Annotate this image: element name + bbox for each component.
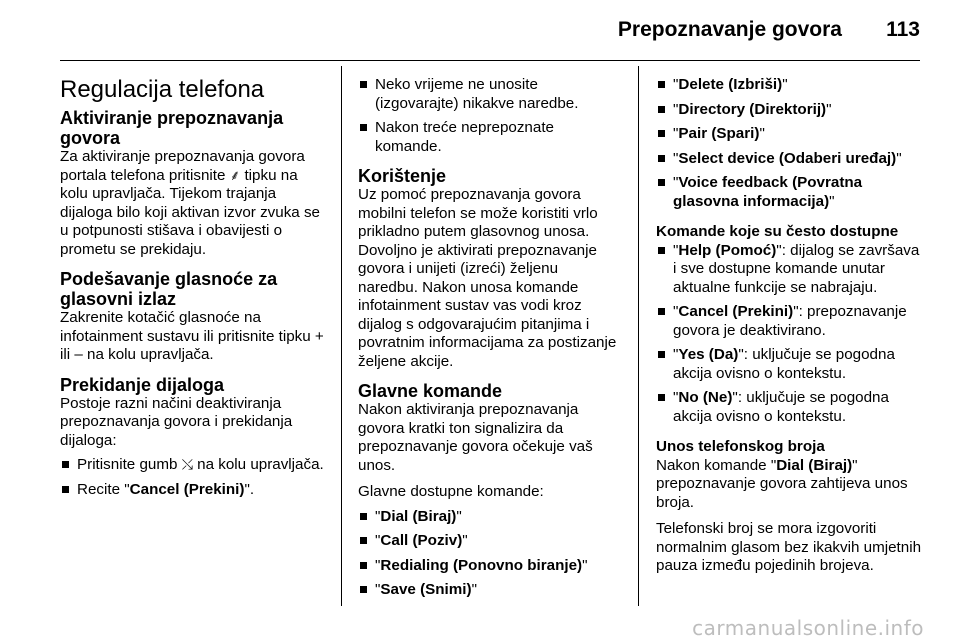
section-title: Regulacija telefona [60, 76, 265, 103]
list-item: "Yes (Da)": uključuje se pogodna akcija ovisno o kontekstu. [656, 346, 926, 383]
list-item: "Voice feedback (Povratna glasovna informacija)" [656, 174, 926, 211]
column-3 [656, 76, 926, 576]
heading-main-commands: Glavne komande [358, 381, 503, 401]
column-divider-2 [638, 66, 639, 606]
list-item: "Save (Snimi)" [358, 581, 620, 600]
paragraph-interrupt: Postoje razni načini deaktiviranja prepoznavanja govora i prekidanja dijaloga: [60, 394, 293, 449]
list-item: Pritisnite gumb ⤯ na kolu upravljača. [60, 456, 326, 475]
paragraph-number-voice: Telefonski broj se mora izgovoriti normalnim glasom bez ikakvih umjetnih pauza između pojedinih brojeva. [656, 520, 922, 574]
main-commands-list [358, 508, 620, 600]
paragraph-number-entry: Nakon komande "Dial (Biraj)" prepoznavanje govora zahtijeva unos broja. [656, 456, 908, 511]
list-item: "Redialing (Ponovno biranje)" [358, 557, 620, 576]
interrupt-list-continued [358, 76, 620, 156]
page-header [0, 0, 960, 60]
heading-usage: Korištenje [358, 166, 447, 186]
watermark: carmanualsonline.info [692, 616, 924, 640]
list-item: Nakon treće neprepoznate komande. [358, 119, 620, 156]
column-divider-1 [341, 66, 342, 606]
heading-interrupt-dialog: Prekidanje dijaloga [60, 374, 225, 395]
interrupt-list [60, 456, 326, 499]
heading-activate-recognition: Aktiviranje prepoznavanja govora [60, 108, 284, 148]
list-item: "Cancel (Prekini)": prepoznavanje govora je deaktivirano. [656, 303, 926, 340]
paragraph-main-commands: Nakon aktiviranja prepoznavanja govora kratki ton signalizira da prepoznavanje govora očekuje vaš unos. [358, 401, 593, 474]
paragraph-available-commands: Glavne dostupne komande: [358, 483, 544, 500]
hang-up-icon: ⤯ [181, 457, 193, 473]
heading-volume: Podešavanje glasnoće za glasovni izlaz [60, 269, 278, 309]
list-item: "No (Ne)": uključuje se pogodna akcija ovisno o kontekstu. [656, 389, 926, 426]
paragraph-activate: Za aktiviranje prepoznavanja govora portala telefona pritisnite ⸙ tipku na kolu upravljača. Tijekom trajanja dijaloga bilo koji aktivan izvor zvuka se u potpunosti stišava i obavijesti o prometu se prekidaju. [60, 148, 321, 258]
list-item: "Pair (Spari)" [656, 125, 926, 144]
list-item: "Delete (Izbriši)" [656, 76, 926, 95]
list-item: "Select device (Odaberi uređaj)" [656, 150, 926, 169]
paragraph-volume: Zakrenite kotačić glasnoće na infotainment sustavu ili pritisnite tipku + ili – na kolu upravljača. [60, 309, 324, 363]
paragraph-usage: Uz pomoć prepoznavanja govora mobilni telefon se može koristiti vrlo prikladno putem glasovnog unosa. Dovoljno je aktivirati prepoznavanje govora i unijeti (izreći) željenu naredbu. Nakon unosa komande infotainment sustav vas vodi kroz dijalog s odgovarajućim pitanjima i povratnim informacijama za postizanje željene akcije. [358, 186, 617, 370]
column-1 [60, 76, 326, 505]
list-item: Recite "Cancel (Prekini)". [60, 481, 326, 500]
common-commands-list [656, 242, 926, 427]
list-item: Neko vrijeme ne unosite (izgovarajte) nikakve naredbe. [358, 76, 620, 113]
column-2 [358, 76, 620, 606]
heading-common-commands: Komande koje su često dostupne [656, 223, 899, 240]
heading-phone-number-entry: Unos telefonskog broja [656, 438, 825, 455]
main-commands-list-continued [656, 76, 926, 211]
list-item: "Directory (Direktorij)" [656, 101, 926, 120]
voice-button-icon: ⸙ [229, 167, 241, 184]
page-number: 113 [886, 18, 920, 41]
list-item: "Help (Pomoć)": dijalog se završava i sve dostupne komande unutar aktualne funkcije se nabrajaju. [656, 242, 926, 298]
list-item: "Dial (Biraj)" [358, 508, 620, 527]
list-item: "Call (Poziv)" [358, 532, 620, 551]
header-rule [60, 60, 920, 61]
header-title: Prepoznavanje govora [617, 18, 842, 41]
